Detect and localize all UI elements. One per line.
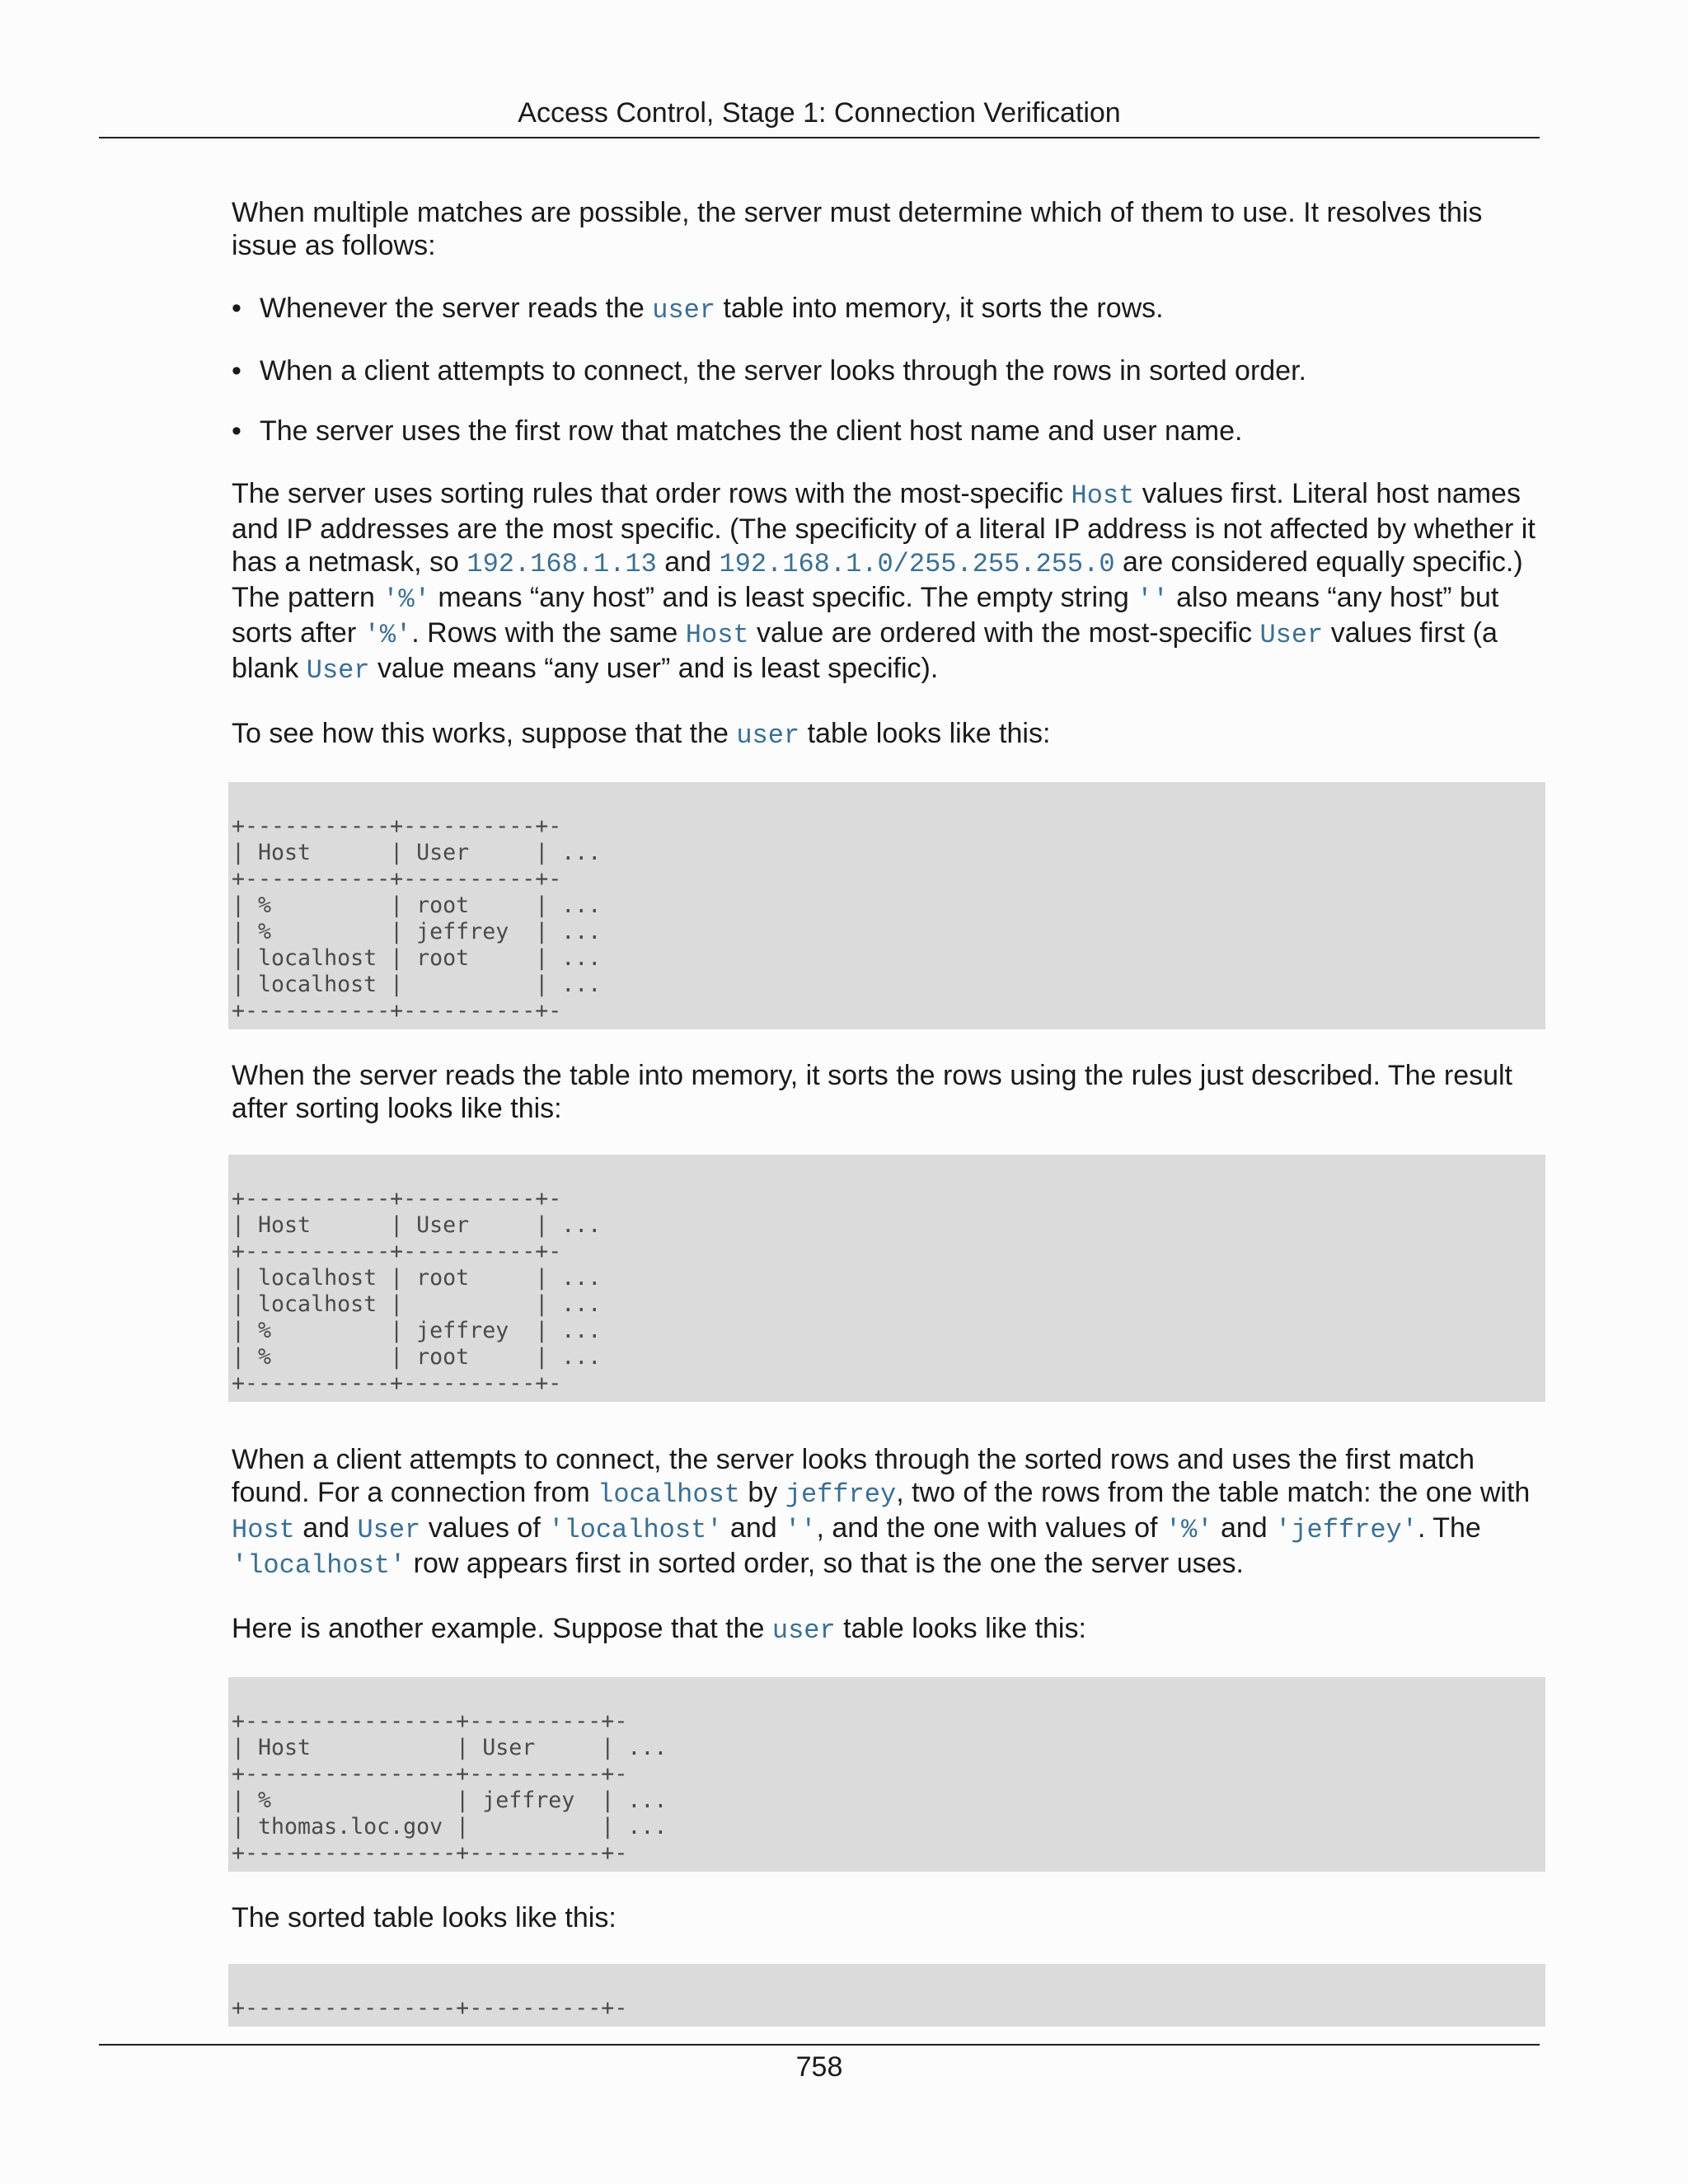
match-explanation-paragraph: When a client attempts to connect, the server looks through the sorted rows and uses the first match found. For a connection from localhost by jeffrey, two of the rows from the table match: the one with Host and User values of 'localhost' and '', and the one with values of '%' and 'jeffrey'. The 'localhost' row appears first in sorted order, so that is the one the server uses. — [232, 1444, 1531, 1581]
inline-code: user — [771, 1615, 836, 1646]
inline-code: jeffrey — [785, 1479, 897, 1510]
inline-code: localhost — [598, 1479, 740, 1510]
inline-code: 'localhost' — [548, 1515, 723, 1545]
inline-code: 'jeffrey' — [1275, 1515, 1418, 1545]
inline-code: Host — [685, 620, 749, 650]
sorted-table-intro-paragraph: The sorted table looks like this: — [232, 1902, 617, 1933]
intro-paragraph: When multiple matches are possible, the server must determine which of them to use. It resolves this issue as follows: — [232, 197, 1483, 261]
inline-code: '' — [1137, 584, 1169, 615]
page-number: 758 — [795, 2051, 843, 2083]
inline-code: user — [736, 720, 800, 751]
inline-code: Host — [232, 1515, 295, 1545]
inline-code: '%' — [1165, 1515, 1213, 1545]
list-item: • When a client attempts to connect, the server looks through the rows in sorted order. — [232, 354, 1542, 387]
example-intro-paragraph: To see how this works, suppose that the user table looks like this: — [232, 718, 1051, 751]
code-block-user-table: +-----------+----------+- | Host | User | ... +-----------+----------+- | % | root | ... | % | jeffrey | ... | localhost | root | ... | localhost | | ... +-----------+----------+- — [228, 782, 1545, 1029]
footer-rule — [99, 2044, 1540, 2046]
running-header: Access Control, Stage 1: Connection Verification — [518, 97, 1121, 129]
code-block-second-table: +----------------+----------+- | Host | User | ... +----------------+----------+- | % | jeffrey | ... | thomas.loc.gov | | ... +----------------+----------+- — [228, 1677, 1545, 1872]
header-rule — [99, 137, 1540, 138]
sorting-steps-list — [232, 292, 1542, 448]
page-content — [232, 196, 1542, 2027]
inline-code: User — [357, 1515, 421, 1545]
inline-code: '%' — [382, 584, 430, 615]
inline-code: User — [306, 655, 370, 686]
inline-code: Host — [1071, 480, 1135, 511]
inline-code: 192.168.1.13 — [467, 549, 657, 579]
list-item: • The server uses the first row that matches the client host name and user name. — [232, 415, 1542, 448]
inline-code: '%' — [363, 620, 412, 650]
another-example-paragraph: Here is another example. Suppose that the user table looks like this: — [232, 1613, 1086, 1646]
inline-code: 'localhost' — [232, 1550, 406, 1581]
inline-code: '' — [785, 1515, 817, 1545]
sorting-rules-paragraph: The server uses sorting rules that order rows with the most-specific Host values first. Literal host names and IP addresses are the most specific. (The specificity of a literal IP address is not affected by whether it has a netmask, so 192.168.1.13 and 192.168.1.0/255.255.255.0 are considered equally specific.) The pattern '%' means “any host” and is least specific. The empty string '' also means “any host” but sorts after '%'. Rows with the same Host value are ordered with the most-specific User values first (a blank User value means “any user” and is least specific). — [232, 478, 1536, 686]
inline-code: User — [1259, 620, 1324, 650]
list-item: • Whenever the server reads the user table into memory, it sorts the rows. — [232, 292, 1542, 327]
code-block-sorted-table: +-----------+----------+- | Host | User | ... +-----------+----------+- | localhost | root | ... | localhost | | ... | % | jeffrey | ... | % | root | ... +-----------+----------+- — [228, 1155, 1545, 1402]
sorted-intro-paragraph: When the server reads the table into memory, it sorts the rows using the rules just described. The result after sorting looks like this: — [232, 1060, 1513, 1124]
inline-code: 192.168.1.0/255.255.255.0 — [719, 549, 1115, 579]
code-block-second-sorted-table: +----------------+----------+- — [228, 1964, 1545, 2027]
inline-code: user — [652, 295, 716, 326]
